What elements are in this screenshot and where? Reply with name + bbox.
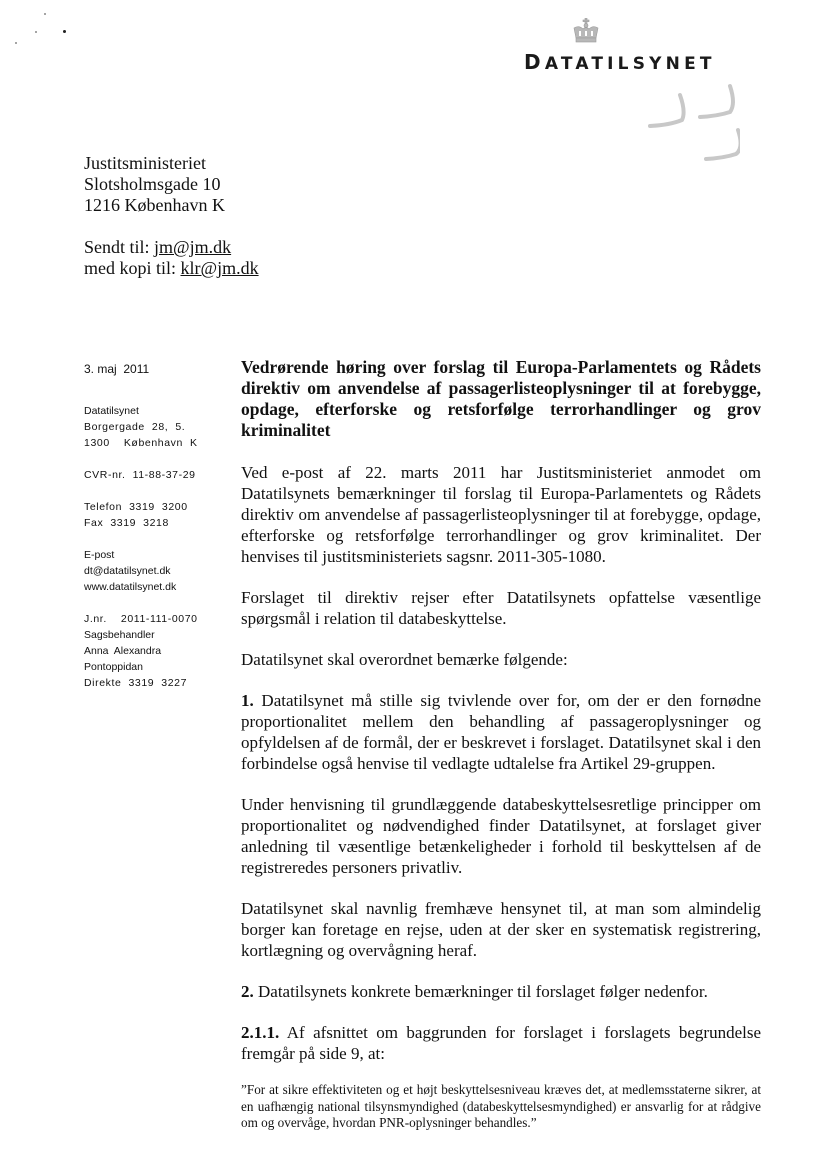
paragraph-text: Forslaget til direktiv rejser efter Datatilsynets opfattelse væsentlige spørgsmål i relation til databeskyttelse. xyxy=(241,588,761,628)
paragraph xyxy=(241,1022,761,1064)
paragraph xyxy=(241,981,761,1002)
recipient-city: 1216 København K xyxy=(84,195,225,215)
letter-date: 3. maj 2011 xyxy=(84,362,150,376)
recipient-address xyxy=(84,153,259,279)
handler-label: Sagsbehandler xyxy=(84,629,155,641)
recipient-street: Slotsholmsgade 10 xyxy=(84,174,221,194)
sender-city: 1300 København K xyxy=(84,437,198,449)
sent-to-line xyxy=(84,237,259,258)
sender-street: Borgergade 28, 5. xyxy=(84,421,186,433)
sender-info-sidebar xyxy=(84,361,234,691)
letter-body xyxy=(241,357,761,1152)
logo-initial: D xyxy=(524,50,545,74)
organization-logo: DATATILSYNET xyxy=(524,50,716,74)
paragraph-text: Under henvisning til grundlæggende databeskyttelsesretlige principper om proportionalitet og nødvendighed finder Datatilsynet, at forslaget giver anledning til væsentlige betænkeligheder i forhold til beskyttelsen af de registreredes personers privatliv. xyxy=(241,795,761,877)
scan-speck xyxy=(63,30,66,33)
direct-phone: Direkte 3319 3227 xyxy=(84,677,188,689)
paragraph xyxy=(241,649,761,670)
paragraph-number: 2. xyxy=(241,982,254,1001)
paragraph-text: Datatilsynet skal navnlig fremhæve hensynet til, at man som almindelig borger kan foretage en rejse, uden at der sker en systematisk registrering, kortlægning og overvågning heraf. xyxy=(241,899,761,960)
paragraph xyxy=(241,587,761,629)
crown-icon xyxy=(571,18,601,44)
cvr-number: CVR-nr. 11-88-37-29 xyxy=(84,469,196,481)
spacer xyxy=(84,531,234,547)
paragraph-number: 1. xyxy=(241,691,254,710)
sent-to-email-link[interactable]: jm@jm.dk xyxy=(154,237,232,257)
letter-subject: Vedrørende høring over forslag til Europa-Parlamentets og Rådets direktiv om anvendelse af passagerlisteoplysninger til at forebygge, opdage, efterforske og retsforfølge terrorhandlinger og grov kriminalitet xyxy=(241,357,761,440)
spacer xyxy=(84,451,234,467)
email-label: E-post xyxy=(84,549,115,561)
sent-to-label: Sendt til: xyxy=(84,237,155,257)
scan-speck xyxy=(44,13,46,15)
paragraph-text: Datatilsynet skal overordnet bemærke følgende: xyxy=(241,650,568,669)
handler-last-name: Pontoppidan xyxy=(84,661,143,673)
paragraph-text: Datatilsynet må stille sig tvivlende over for, om der er den fornødne proportionalitet mellem den behandling af passageroplysninger og opfyldelsen af de formål, der er beskrevet i forslaget. Datatilsynet skal i den forbindelse også henvise til vedlagte udtalelse fra Artikel 29-gruppen. xyxy=(241,691,761,773)
copy-to-line xyxy=(84,258,259,279)
paragraph xyxy=(241,898,761,961)
paragraph-text: Datatilsynets konkrete bemærkninger til forslaget følger nedenfor. xyxy=(253,982,708,1001)
copy-to-label: med kopi til: xyxy=(84,258,181,278)
sender-name: Datatilsynet xyxy=(84,405,139,417)
recipient-name: Justitsministeriet xyxy=(84,153,207,173)
paragraph xyxy=(241,462,761,567)
case-number: J.nr. 2011-111-0070 xyxy=(84,613,198,625)
handwritten-initials-marks xyxy=(620,82,740,162)
sender-website[interactable]: www.datatilsynet.dk xyxy=(84,581,177,593)
block-quote: ”For at sikre effektiviteten og et højt beskyttelsesniveau kræves det, at medlemsstaterne sikrer, at en uafhængig national tilsynsmyndighed (databeskyttelsesmyndighed) er ansvarlig for at rådgive om og overvåge, hvordan PNR-oplysninger behandles.” xyxy=(241,1082,761,1130)
scan-speck xyxy=(35,31,37,33)
copy-to-email-link[interactable]: klr@jm.dk xyxy=(180,258,259,278)
spacer xyxy=(84,483,234,499)
spacer xyxy=(84,595,234,611)
paragraph-text: Af afsnittet om baggrunden for forslaget i forslagets begrundelse fremgår på side 9, at: xyxy=(241,1023,761,1063)
phone-number: Telefon 3319 3200 xyxy=(84,501,188,513)
paragraph-number: 2.1.1. xyxy=(241,1023,280,1042)
paragraph xyxy=(241,690,761,774)
sender-email[interactable]: dt@datatilsynet.dk xyxy=(84,565,171,577)
paragraph xyxy=(241,794,761,878)
paragraph-text: Ved e-post af 22. marts 2011 har Justitsministeriet anmodet om Datatilsynets bemærkninger til forslag til Europa-Parlamentets og Rådets direktiv om anvendelse af passagerlisteoplysninger til at forebygge, opdage, efterforske og retsforfølge terrorhandlinger og grov kriminalitet. Der henvises til justitsministeriets sagsnr. 2011-305-1080. xyxy=(241,463,761,566)
spacer xyxy=(84,216,259,237)
handler-first-name: Anna Alexandra xyxy=(84,645,162,657)
fax-number: Fax 3319 3218 xyxy=(84,517,169,529)
scan-speck xyxy=(15,42,17,44)
